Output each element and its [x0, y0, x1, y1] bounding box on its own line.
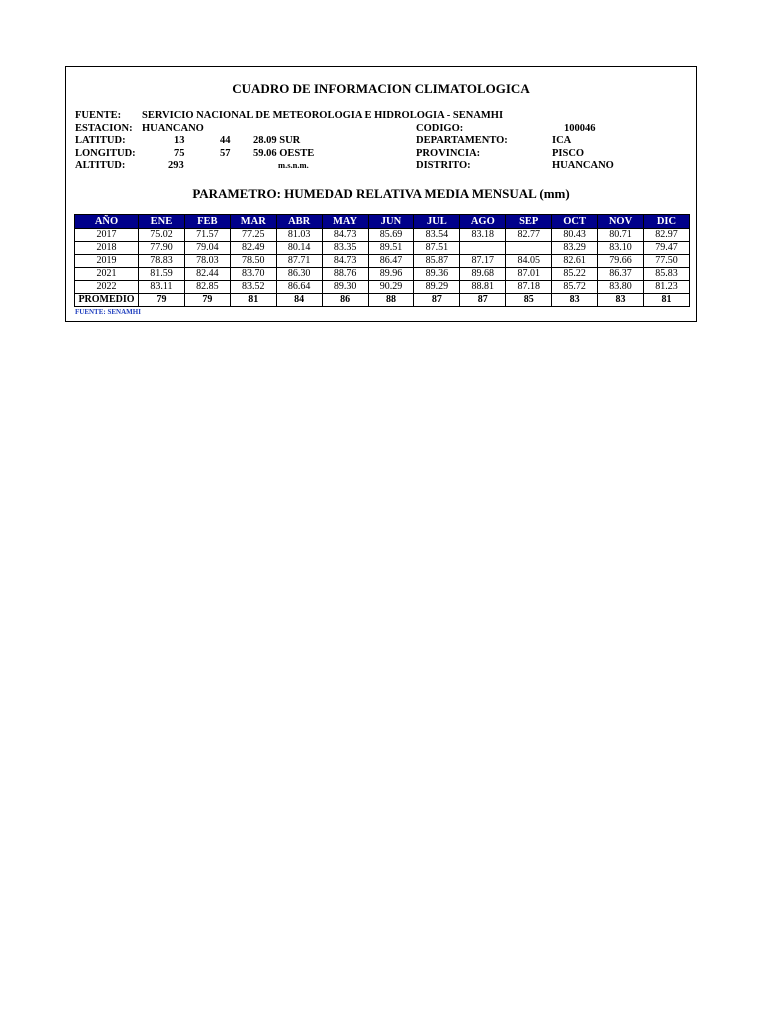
- value-cell: 84.73: [322, 229, 368, 242]
- value-cell: 79.04: [184, 242, 230, 255]
- average-row: [75, 294, 690, 307]
- column-header: AÑO: [75, 215, 139, 229]
- departamento-label: DEPARTAMENTO:: [416, 135, 508, 146]
- value-cell: 87: [460, 294, 506, 307]
- value-cell: 86.64: [276, 281, 322, 294]
- value-cell: 75.02: [139, 229, 185, 242]
- climate-info-sheet: [65, 66, 697, 322]
- value-cell: 85: [506, 294, 552, 307]
- value-cell: 89.30: [322, 281, 368, 294]
- row-label-cell: 2018: [75, 242, 139, 255]
- value-cell: 78.50: [230, 255, 276, 268]
- value-cell: 80.71: [598, 229, 644, 242]
- value-cell: 89.29: [414, 281, 460, 294]
- value-cell: 78.03: [184, 255, 230, 268]
- value-cell: 81: [230, 294, 276, 307]
- value-cell: 88.81: [460, 281, 506, 294]
- value-cell: 85.72: [552, 281, 598, 294]
- value-cell: 81.23: [643, 281, 689, 294]
- value-cell: 81.59: [139, 268, 185, 281]
- value-cell: 83.52: [230, 281, 276, 294]
- codigo-label: CODIGO:: [416, 123, 464, 134]
- value-cell: 89.96: [368, 268, 414, 281]
- value-cell: 83: [552, 294, 598, 307]
- value-cell: 84: [276, 294, 322, 307]
- value-cell: 88.76: [322, 268, 368, 281]
- value-cell: [506, 242, 552, 255]
- estacion-label: ESTACION:: [75, 123, 133, 134]
- latitud-label: LATITUD:: [75, 135, 126, 146]
- table-row: [75, 255, 690, 268]
- source-note: FUENTE: SENAMHI: [75, 308, 141, 316]
- value-cell: 83: [598, 294, 644, 307]
- value-cell: 82.61: [552, 255, 598, 268]
- row-label-cell: 2021: [75, 268, 139, 281]
- column-header: JUL: [414, 215, 460, 229]
- value-cell: 82.85: [184, 281, 230, 294]
- column-header: NOV: [598, 215, 644, 229]
- value-cell: 79.66: [598, 255, 644, 268]
- value-cell: 85.69: [368, 229, 414, 242]
- value-cell: 83.10: [598, 242, 644, 255]
- column-header: SEP: [506, 215, 552, 229]
- row-label-cell: 2019: [75, 255, 139, 268]
- table-row: [75, 242, 690, 255]
- table-row: [75, 229, 690, 242]
- value-cell: 82.77: [506, 229, 552, 242]
- value-cell: 85.22: [552, 268, 598, 281]
- value-cell: 86.30: [276, 268, 322, 281]
- value-cell: 86.37: [598, 268, 644, 281]
- latitud-minutes: 44: [220, 135, 231, 146]
- codigo-value: 100046: [564, 123, 596, 134]
- value-cell: 80.14: [276, 242, 322, 255]
- value-cell: 77.25: [230, 229, 276, 242]
- provincia-label: PROVINCIA:: [416, 148, 481, 159]
- row-label-cell: PROMEDIO: [75, 294, 139, 307]
- value-cell: 88: [368, 294, 414, 307]
- column-header: AGO: [460, 215, 506, 229]
- table-row: [75, 281, 690, 294]
- value-cell: 87.17: [460, 255, 506, 268]
- longitud-label: LONGITUD:: [75, 148, 136, 159]
- column-header: MAY: [322, 215, 368, 229]
- value-cell: 83.70: [230, 268, 276, 281]
- value-cell: 84.73: [322, 255, 368, 268]
- fuente-label: FUENTE:: [75, 110, 122, 121]
- value-cell: 89.36: [414, 268, 460, 281]
- value-cell: 71.57: [184, 229, 230, 242]
- value-cell: 78.83: [139, 255, 185, 268]
- longitud-degrees: 75: [174, 148, 185, 159]
- value-cell: 87.51: [414, 242, 460, 255]
- provincia-value: PISCO: [552, 148, 585, 159]
- value-cell: 83.80: [598, 281, 644, 294]
- altitud-label: ALTITUD:: [75, 160, 126, 171]
- value-cell: 87.01: [506, 268, 552, 281]
- table-body: [75, 229, 690, 307]
- value-cell: 82.44: [184, 268, 230, 281]
- latitud-degrees: 13: [174, 135, 185, 146]
- value-cell: 85.87: [414, 255, 460, 268]
- value-cell: 79.47: [643, 242, 689, 255]
- column-header: JUN: [368, 215, 414, 229]
- row-label-cell: 2017: [75, 229, 139, 242]
- value-cell: 79: [139, 294, 185, 307]
- parameter-title: PARAMETRO: HUMEDAD RELATIVA MEDIA MENSUAL (mm): [192, 186, 570, 201]
- fuente-value: SERVICIO NACIONAL DE METEOROLOGIA E HIDROLOGIA - SENAMHI: [142, 110, 504, 121]
- value-cell: [460, 242, 506, 255]
- value-cell: 77.90: [139, 242, 185, 255]
- column-header: MAR: [230, 215, 276, 229]
- value-cell: 89.68: [460, 268, 506, 281]
- value-cell: 81: [643, 294, 689, 307]
- table-row: [75, 268, 690, 281]
- departamento-value: ICA: [552, 135, 572, 146]
- value-cell: 82.97: [643, 229, 689, 242]
- column-header: ABR: [276, 215, 322, 229]
- value-cell: 77.50: [643, 255, 689, 268]
- value-cell: 90.29: [368, 281, 414, 294]
- sheet-title: CUADRO DE INFORMACION CLIMATOLOGICA: [232, 81, 530, 96]
- value-cell: 86.47: [368, 255, 414, 268]
- value-cell: 83.18: [460, 229, 506, 242]
- column-header: DIC: [643, 215, 689, 229]
- value-cell: 80.43: [552, 229, 598, 242]
- humidity-table: [74, 214, 690, 307]
- value-cell: 85.83: [643, 268, 689, 281]
- estacion-value: HUANCANO: [142, 123, 204, 134]
- altitud-value: 293: [168, 160, 184, 171]
- distrito-label: DISTRITO:: [416, 160, 471, 171]
- latitud-seconds: 28.09 SUR: [253, 135, 301, 146]
- value-cell: 87.18: [506, 281, 552, 294]
- column-header: OCT: [552, 215, 598, 229]
- altitud-unit: m.s.n.m.: [278, 160, 309, 170]
- value-cell: 89.51: [368, 242, 414, 255]
- value-cell: 83.29: [552, 242, 598, 255]
- longitud-minutes: 57: [220, 148, 231, 159]
- value-cell: 82.49: [230, 242, 276, 255]
- value-cell: 83.35: [322, 242, 368, 255]
- value-cell: 83.11: [139, 281, 185, 294]
- value-cell: 84.05: [506, 255, 552, 268]
- column-header: ENE: [139, 215, 185, 229]
- row-label-cell: 2022: [75, 281, 139, 294]
- longitud-seconds: 59.06 OESTE: [253, 148, 315, 159]
- table-header-row: [75, 215, 690, 229]
- value-cell: 87.71: [276, 255, 322, 268]
- column-header: FEB: [184, 215, 230, 229]
- value-cell: 79: [184, 294, 230, 307]
- value-cell: 83.54: [414, 229, 460, 242]
- value-cell: 86: [322, 294, 368, 307]
- distrito-value: HUANCANO: [552, 160, 614, 171]
- value-cell: 87: [414, 294, 460, 307]
- value-cell: 81.03: [276, 229, 322, 242]
